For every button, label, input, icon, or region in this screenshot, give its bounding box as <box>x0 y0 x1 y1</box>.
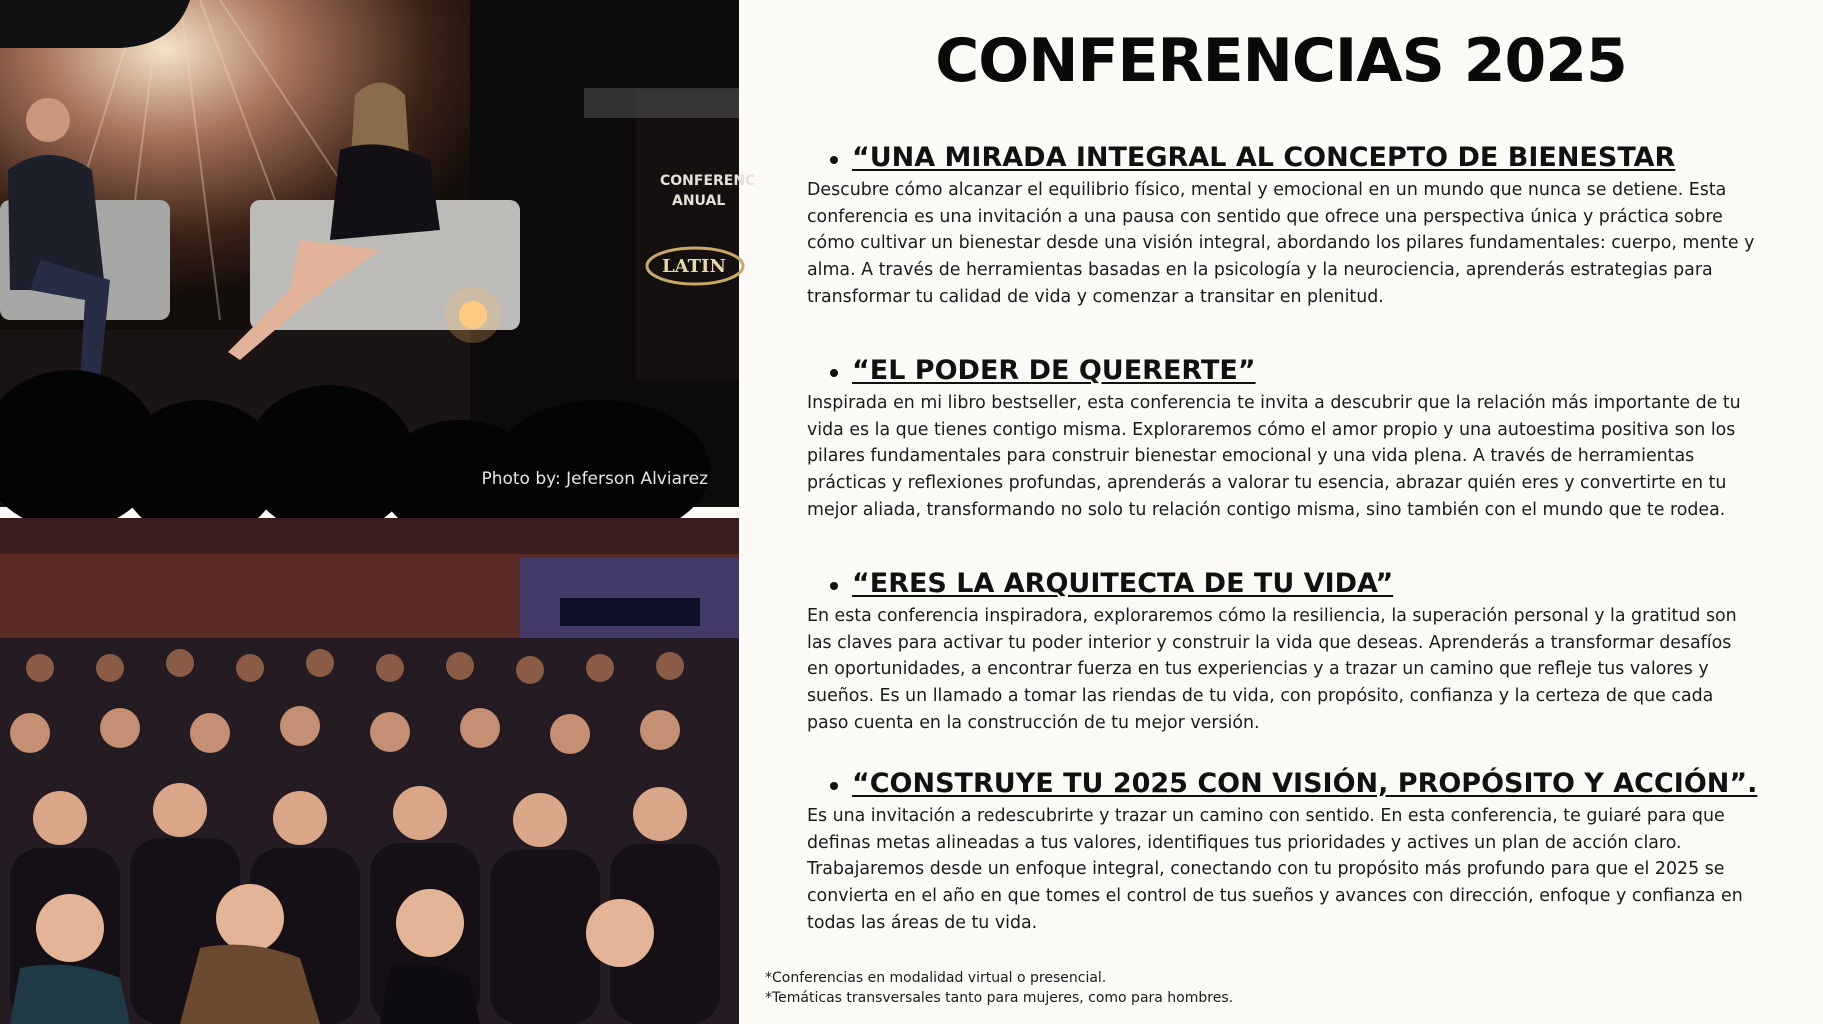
footnote-audience: *Temáticas transversales tanto para mujeres, como para hombres. <box>765 990 1234 1006</box>
talk-heading: “EL PODER DE QUERERTE” <box>807 355 1757 386</box>
talk-heading: “ERES LA ARQUITECTA DE TU VIDA” <box>807 568 1757 599</box>
footnote-modality: *Conferencias en modalidad virtual o presencial. <box>765 970 1107 986</box>
talk-item <box>807 355 1757 524</box>
stage-illustration <box>0 0 756 507</box>
talk-heading: “UNA MIRADA INTEGRAL AL CONCEPTO DE BIENESTAR <box>807 142 1757 173</box>
content-panel <box>739 0 1823 1024</box>
talk-item <box>807 142 1757 311</box>
page-title: CONFERENCIAS 2025 <box>935 26 1627 96</box>
talk-heading: “CONSTRUYE TU 2025 CON VISIÓN, PROPÓSITO Y ACCIÓN”. <box>807 768 1757 799</box>
footnotes <box>765 968 1233 1008</box>
svg-text:ANUAL: ANUAL <box>672 193 726 209</box>
svg-text:CONFERENC: CONFERENC <box>660 173 756 189</box>
photo-credit: Photo by: Jeferson Alviarez <box>481 469 708 489</box>
talk-description: Es una invitación a redescubrirte y trazar un camino con sentido. En esta conferencia, te guiaré para que definas metas alineadas a tus valores, identifiques tus prioridades y actives un plan de acción claro. Trabajaremos desde un enfoque integral, conectando con tu propósito más profundo para que el 2025 se convierta en el año en que tomes el control de tus sueños y avances con dirección, enfoque y confianza en todas las áreas de tu vida. <box>807 806 1743 933</box>
audience-photo <box>0 518 739 1024</box>
talk-item <box>807 768 1757 937</box>
talk-description: Descubre cómo alcanzar el equilibrio físico, mental y emocional en un mundo que nunca se detiene. Esta conferencia es una invitación a una pausa con sentido que ofrece una perspectiva única y práctica sobre cómo cultivar un bienestar desde una visión integral, abordando los pilares fundamentales: cuerpo, mente y alma. A través de herramientas basadas en la psicología y la neurociencia, aprenderás estrategias para transformar tu calidad de vida y comenzar a transitar en plenitud. <box>807 180 1755 307</box>
talk-description: En esta conferencia inspiradora, exploraremos cómo la resiliencia, la superación personal y la gratitud son las claves para activar tu poder interior y construir la vida que deseas. Aprenderás a transformar desafíos en oportunidades, a encontrar fuerza en tus experiencias y a trazar un camino que refleje tus valores y sueños. Es un llamado a tomar las riendas de tu vida, con propósito, confianza y la certeza de que cada paso cuenta en la construcción de tu mejor versión. <box>807 606 1737 733</box>
svg-text:LATIN: LATIN <box>662 256 726 277</box>
audience-illustration <box>0 518 739 1024</box>
talk-description: Inspirada en mi libro bestseller, esta conferencia te invita a descubrir que la relación más importante de tu vida es la que tienes contigo misma. Exploraremos cómo el amor propio y una autoestima positiva son los pilares fundamentales para construir bienestar emocional y una vida plena. A través de herramientas prácticas y reflexiones profundas, aprenderás a valorar tu esencia, abrazar quién eres y convertirte en tu mejor aliada, transformando no solo tu relación contigo misma, sino también con el mundo que te rodea. <box>807 393 1741 520</box>
stage-photo <box>0 0 756 507</box>
talk-item <box>807 568 1757 737</box>
